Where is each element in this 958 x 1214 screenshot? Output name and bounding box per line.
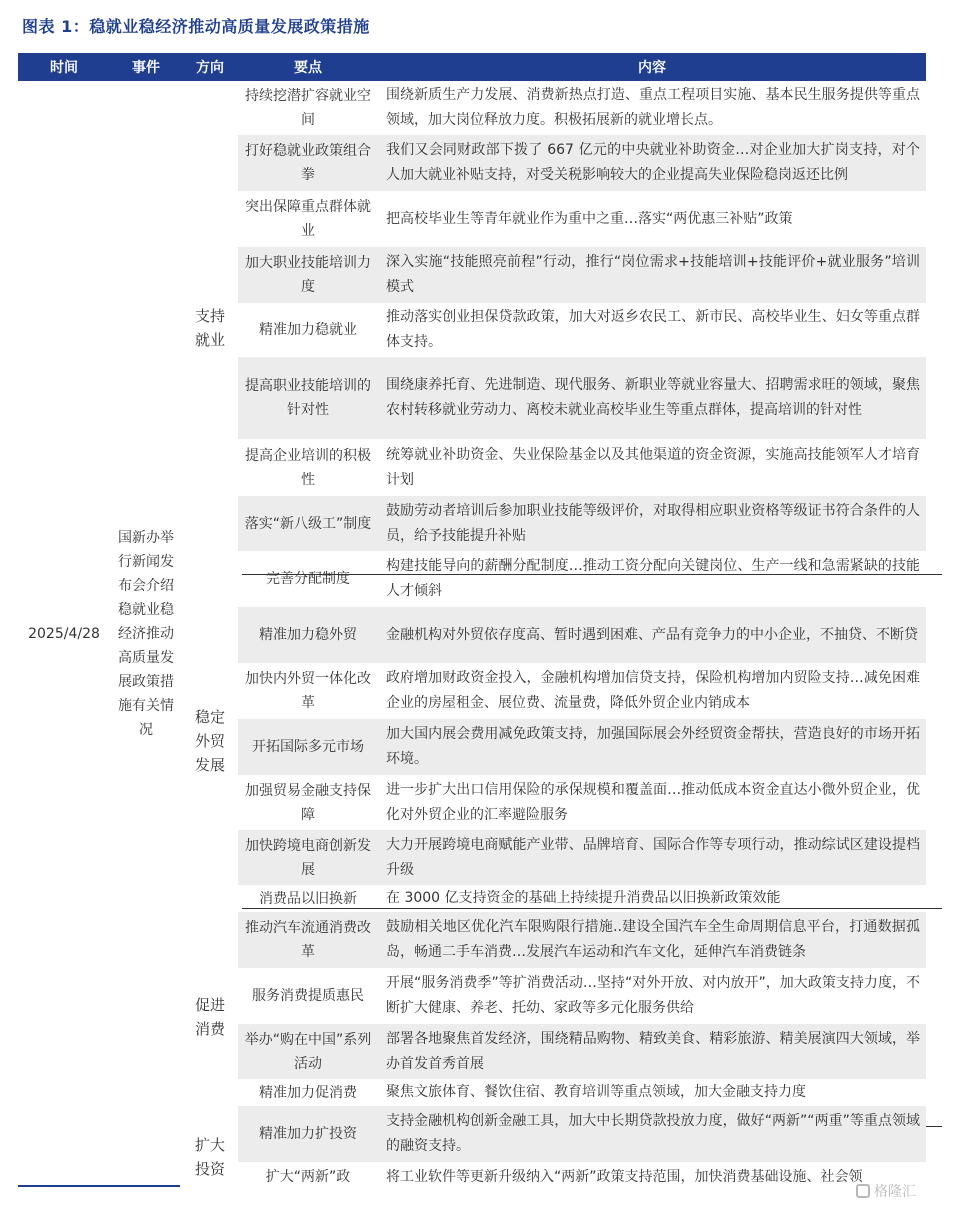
footer-rule	[18, 1185, 180, 1187]
direction-consumption	[182, 908, 238, 1126]
key-point: 精准加力稳就业	[259, 322, 357, 338]
header-time: 时间	[50, 60, 78, 76]
table-row	[238, 775, 926, 830]
key-point: 落实“新八级工”制度	[244, 515, 372, 532]
rows-container	[238, 81, 926, 1192]
content-text: 构建技能导向的薪酬分配制度…推动工资分配向关键岗位、生产一线和急需紧缺的技能人才倾斜	[386, 558, 920, 599]
direction-employment	[182, 81, 238, 574]
watermark	[856, 1181, 916, 1201]
table-body	[18, 81, 926, 1187]
key-point: 扩大“两新”政	[265, 1169, 351, 1185]
content-text: 支持金融机构创新金融工具，加大中长期贷款投放力度，做好“两新”“两重”等重点领域的融资支持。	[386, 1113, 920, 1154]
table-row	[238, 303, 926, 357]
key-point: 提高企业培训的积极性	[245, 447, 371, 488]
key-point: 举办“购在中国”系列活动	[244, 1031, 372, 1072]
table-row	[238, 719, 926, 775]
content-text: 推动落实创业担保贷款政策，加大对返乡农民工、新市民、高校毕业生、妇女等重点群体支持。	[386, 309, 920, 350]
key-point: 加快内外贸一体化改革	[245, 671, 371, 711]
table-row	[238, 1106, 926, 1162]
content-text: 政府增加财政资金投入，金融机构增加信贷支持，保险机构增加内贸险支持…减免困难企业的房屋租金、展位费、流量费，降低外贸企业内销成本	[386, 670, 920, 711]
policy-table	[18, 53, 926, 1187]
direction-label: 稳定外贸发展	[194, 708, 225, 774]
table-row	[238, 439, 926, 496]
content-text: 开展“服务消费季”等扩消费活动…坚持“对外开放、对内放开”，加大政策支持力度，不断扩大健康、养老、托幼、家政等多元化服务供给	[386, 975, 920, 1016]
key-point: 持续挖潜扩容就业空间	[245, 88, 371, 128]
key-point: 精准加力稳外贸	[259, 627, 357, 643]
content-text: 鼓励相关地区优化汽车限购限行措施..建设全国汽车全生命周期信息平台，打通数据孤岛，畅通二手车消费…发展汽车运动和汽车文化，延伸汽车消费链条	[386, 919, 920, 960]
key-point: 精准加力促消费	[259, 1084, 357, 1101]
table-row	[238, 81, 926, 135]
direction-label: 促进消费	[194, 996, 225, 1038]
key-point: 推动汽车流通消费改革	[245, 920, 371, 960]
content-text: 部署各地聚焦首发经济，围绕精品购物、精致美食、精彩旅游、精美展演四大领域，举办首发首秀首展	[386, 1030, 920, 1072]
content-text: 鼓励劳动者培训后参加职业技能等级评价，对取得相应职业资格等级证书符合条件的人员，给予技能提升补贴	[386, 502, 920, 544]
key-point: 消费品以旧换新	[259, 890, 357, 907]
key-point: 服务消费提质惠民	[252, 988, 364, 1004]
content-text: 加大国内展会费用减免政策支持，加强国际展会外经贸资金帮扶，营造良好的市场开拓环境。	[386, 726, 920, 767]
direction-label: 扩大投资	[194, 1135, 225, 1178]
direction-label: 支持就业	[194, 306, 225, 349]
table-row	[238, 135, 926, 191]
header-content: 内容	[638, 60, 666, 76]
content-text: 围绕新质生产力发展、消费新热点打造、重点工程项目实施、基本民生服务提供等重点领域，加大岗位释放力度。积极拓展新的就业增长点。	[386, 87, 920, 128]
table-row	[238, 885, 926, 912]
key-point: 加快跨境电商创新发展	[245, 837, 371, 878]
key-point: 加大职业技能培训力度	[245, 255, 371, 295]
header-direction: 方向	[196, 60, 224, 76]
key-point: 完善分配制度	[266, 571, 350, 587]
table-row	[238, 551, 926, 607]
key-point: 提高职业技能培训的针对性	[245, 378, 371, 418]
watermark-text: 格隆汇	[874, 1184, 916, 1200]
date-text: 2025/4/28	[28, 626, 100, 642]
event-text: 国新办举行新闻发布会介绍稳就业稳经济推动高质量发展政策措施有关情况	[118, 530, 174, 738]
content-text: 我们又会同财政部下拨了 667 亿元的中央就业补助资金…对企业加大扩岗支持，对个人加大就业补贴支持，对受关税影响较大的企业提高失业保险稳岗返还比例	[386, 142, 920, 183]
key-point: 突出保障重点群体就业	[245, 199, 371, 239]
table-row	[238, 968, 926, 1024]
content-text: 统筹就业补助资金、失业保险基金以及其他渠道的资金资源，实施高技能领军人才培育计划	[386, 446, 920, 488]
table-row	[238, 1079, 926, 1106]
table-row	[238, 830, 926, 885]
direction-foreign-trade	[182, 574, 238, 908]
content-text: 把高校毕业生等青年就业作为重中之重…落实“两优惠三补贴”政策	[386, 210, 793, 227]
table-row	[238, 1162, 926, 1192]
table-row	[238, 663, 926, 719]
key-point: 打好稳就业政策组合拳	[245, 143, 371, 183]
key-point: 精准加力扩投资	[259, 1126, 357, 1142]
header-key-point: 要点	[294, 60, 322, 76]
content-text: 聚焦文旅体育、餐饮住宿、教育培训等重点领域，加大金融支持力度	[386, 1084, 806, 1100]
content-text: 金融机构对外贸依存度高、暂时遇到困难、产品有竞争力的中小企业，不抽贷、不断贷	[386, 626, 918, 643]
table-row	[238, 191, 926, 247]
table-row	[238, 496, 926, 551]
event-cell	[110, 81, 182, 1187]
content-text: 将工业软件等更新升级纳入“两新”政策支持范围，加快消费基础设施、社会领	[386, 1168, 863, 1185]
date-cell	[18, 81, 110, 1187]
content-text: 围绕康养托育、先进制造、现代服务、新职业等就业容量大、招聘需求旺的领域，聚焦农村转移就业劳动力、离校未就业高校毕业生等重点群体，提高培训的针对性	[386, 377, 920, 418]
content-text: 在 3000 亿支持资金的基础上持续提升消费品以旧换新政策效能	[386, 890, 781, 906]
content-text: 进一步扩大出口信用保险的承保规模和覆盖面…推动低成本资金直达小微外贸企业，优化对外贸企业的汇率避险服务	[386, 781, 920, 823]
content-text: 大力开展跨境电商赋能产业带、品牌培育、国际合作等专项行动，推动综试区建设提档升级	[386, 836, 920, 878]
table-row	[238, 607, 926, 663]
header-event: 事件	[132, 60, 160, 76]
table-row	[238, 247, 926, 303]
key-point: 加强贸易金融支持保障	[245, 782, 371, 823]
direction-investment	[182, 1126, 238, 1187]
chart-title: 图表 1：稳就业稳经济推动高质量发展政策措施	[22, 17, 370, 36]
table-row	[238, 1024, 926, 1079]
table-row	[238, 912, 926, 968]
key-point: 开拓国际多元市场	[252, 739, 364, 755]
table-header	[18, 53, 926, 81]
watermark-logo-icon	[856, 1184, 870, 1198]
content-text: 深入实施“技能照亮前程”行动，推行“岗位需求+技能培训+技能评价+就业服务”培训模式	[386, 254, 920, 295]
table-row	[238, 357, 926, 439]
